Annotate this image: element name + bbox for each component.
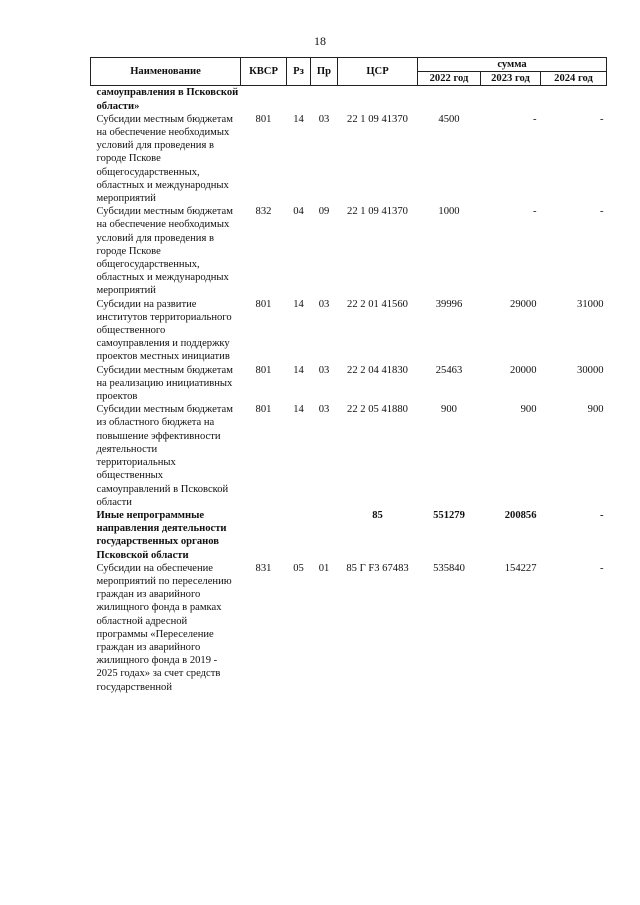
row-2022: 4500 (438, 113, 460, 125)
row-2024: - (600, 562, 604, 574)
row-2023: - (532, 113, 537, 125)
row-pr: 03 (318, 113, 330, 125)
row-2024: 900 (587, 404, 604, 416)
table-row (91, 113, 607, 205)
row-pr: 01 (318, 562, 330, 574)
row-name: Субсидии местным бюджетам на реализацию инициативных проектов (96, 364, 233, 403)
row-2023: - (532, 206, 537, 218)
row-csr: 22 1 09 41370 (347, 206, 408, 218)
header-year-2023: 2023 год (481, 72, 541, 86)
row-rz: 14 (293, 404, 304, 416)
row-name: Субсидии местным бюджетам из областного бюджета на повышение эффективности деятельности территориальных общественных самоуправлений в Псковской области (96, 404, 233, 508)
row-kvsr: 801 (255, 113, 272, 125)
row-rz: 04 (293, 206, 304, 218)
row-2022: 39996 (435, 298, 463, 310)
table-row (91, 403, 607, 509)
table-row (91, 562, 607, 694)
row-name: Иные непрограммные направления деятельности государственных органов Псковской области (96, 509, 227, 561)
table-row (91, 298, 607, 364)
table-row-continuation (91, 86, 607, 113)
row-2023: 20000 (510, 364, 537, 376)
row-csr: 22 2 05 41880 (347, 404, 408, 416)
table-row (91, 364, 607, 404)
row-2024: 30000 (577, 364, 604, 376)
row-name: Субсидии местным бюджетам на обеспечение необходимых условий для проведения в городе Пскове общегосударственных, областных и международных мероприятий (96, 206, 233, 297)
row-csr: 22 1 09 41370 (347, 113, 408, 125)
header-year-2024: 2024 год (541, 72, 607, 86)
table-body (91, 86, 607, 694)
row-kvsr: 831 (255, 562, 272, 574)
row-kvsr: 832 (255, 206, 272, 218)
row-2022: 25463 (435, 364, 463, 376)
row-rz: 05 (293, 562, 304, 574)
row-kvsr (241, 509, 287, 562)
row-pr: 03 (318, 364, 330, 376)
row-2024: 31000 (577, 298, 604, 310)
row-csr: 22 2 04 41830 (347, 364, 408, 376)
row-2024: - (600, 509, 604, 521)
row-2024: - (600, 206, 604, 218)
row-2023: 900 (520, 404, 537, 416)
row-csr: 85 Г F3 67483 (346, 562, 409, 574)
row-2023: 154227 (504, 562, 537, 574)
row-2022: 900 (441, 404, 457, 416)
header-csr: ЦСР (338, 58, 418, 86)
header-pr: Пр (311, 58, 338, 86)
header-sum: сумма (418, 58, 607, 72)
row-pr: 03 (318, 404, 330, 416)
row-kvsr: 801 (255, 364, 272, 376)
row-rz: 14 (293, 298, 304, 310)
row-rz (287, 509, 311, 562)
header-name: Наименование (91, 58, 241, 86)
row-rz: 14 (293, 364, 304, 376)
row-2023: 200856 (504, 509, 537, 521)
table-header (91, 58, 607, 86)
row-name: Субсидии местным бюджетам на обеспечение необходимых условий для проведения в городе Пскове общегосударственных, областных и международных мероприятий (96, 113, 233, 205)
table-row-section (91, 509, 607, 562)
row-pr: 09 (318, 206, 330, 218)
row-name: самоуправления в Псковской области» (96, 87, 239, 112)
row-2022: 535840 (433, 562, 465, 574)
header-year-2022: 2022 год (418, 72, 481, 86)
row-pr (311, 509, 338, 562)
page-number: 18 (314, 34, 326, 48)
budget-table (90, 57, 607, 694)
header-rz: Рз (287, 58, 311, 86)
row-name: Субсидии на обеспечение мероприятий по переселению граждан из аварийного жилищного фонда в рамках областной адресной программы «Переселение граждан из аварийного жилищного фонда в 2019 - 2025 годах» за счет средств государственной (96, 562, 232, 693)
table-row (91, 205, 607, 297)
row-kvsr: 801 (255, 298, 272, 310)
row-2022: 1000 (438, 206, 460, 218)
row-csr: 85 (372, 509, 383, 521)
row-pr: 03 (318, 298, 330, 310)
row-kvsr: 801 (255, 404, 272, 416)
header-kvsr: КВСР (241, 58, 287, 86)
row-2022: 551279 (433, 509, 465, 521)
row-csr: 22 2 01 41560 (347, 298, 408, 310)
row-2024: - (600, 113, 604, 125)
row-rz: 14 (293, 113, 304, 125)
row-name: Субсидии на развитие институтов территориального общественного самоуправления и поддержку проектов местных инициатив (96, 298, 232, 363)
row-2023: 29000 (510, 298, 537, 310)
